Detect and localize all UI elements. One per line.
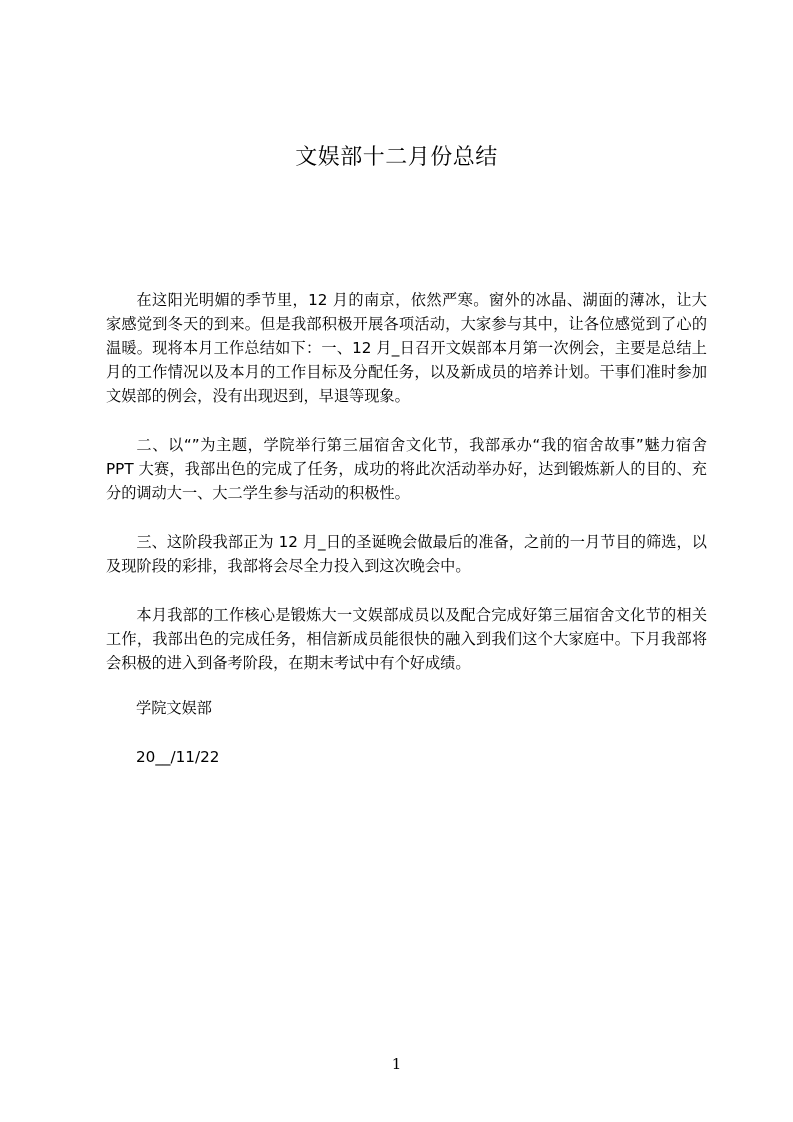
paragraph-conclusion: 本月我部的工作核心是锻炼大一文娱部成员以及配合完成好第三届宿舍文化节的相关工作，我部出色的完成任务，相信新成员能很快的融入到我们这个大家庭中。下月我部将会积极的进入到备考阶段，在期末考试中有个好成绩。 [106,606,707,672]
document-title: 文娱部十二月份总结 [295,145,498,170]
paragraph-intro: 在这阳光明媚的季节里，12 月的南京，依然严寒。窗外的冰晶、湖面的薄冰，让大家感觉到冬天的到来。但是我部积极开展各项活动，大家参与其中，让各位感觉到了心的温暖。现将本月工作总结如下：一、12 月_日召开文娱部本月第一次例会，主要是总结上月的工作情况以及本月的工作目标及分配任务，以及新成员的培养计划。干事们准时参加文娱部的例会，没有出现迟到，早退等现象。 [106,291,707,405]
paragraph-dorm-festival: 二、以“”为主题，学院举行第三届宿舍文化节，我部承办“我的宿舍故事”魅力宿舍 PPT 大赛，我部出色的完成了任务，成功的将此次活动举办好，达到锻炼新人的目的、充分的调动大一、大二学生参与活动的积极性。 [106,436,707,502]
date: 20__/11/22 [136,748,220,766]
signature: 学院文娱部 [136,699,212,717]
paragraph-christmas-gala: 三、这阶段我部正为 12 月_日的圣诞晚会做最后的准备，之前的一月节目的筛选，以及现阶段的彩排，我部将会尽全力投入到这次晚会中。 [106,533,707,575]
page-number: 1 [391,1055,402,1073]
document-body [106,288,707,769]
